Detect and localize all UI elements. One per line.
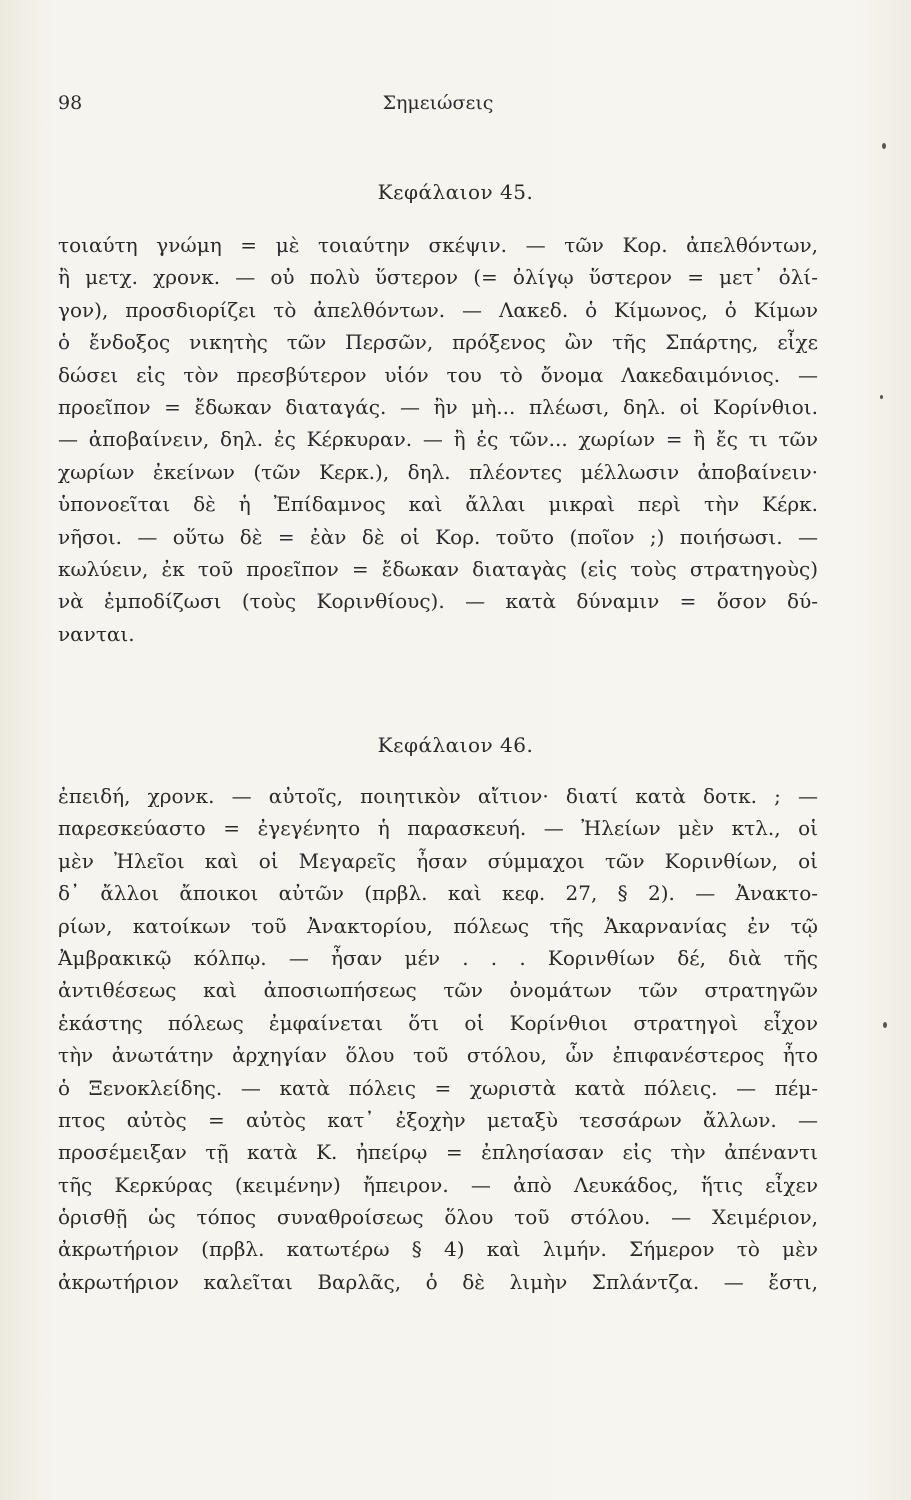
- text-line: τὴν ἀνωτάτην ἀρχηγίαν ὅλου τοῦ στόλου, ὧν ἐπιφανέστερος ἦτο: [58, 1043, 818, 1068]
- text-line: νῆσοι. — οὕτω δὲ = ἐὰν δὲ οἱ Κορ. τοῦτο (ποῖον ;) ποιήσωσι. —: [58, 524, 818, 549]
- text-line: ἀκρωτήριον (πρβλ. κατωτέρω § 4) καὶ λιμήν. Σήμερον τὸ μὲν: [58, 1237, 818, 1262]
- text-line: ἢ μετχ. χρονκ. — οὐ πολὺ ὕστερον (= ὀλίγῳ ὕστερον = μετ᾽ ὀλί-: [58, 265, 818, 290]
- text-line: ἀκρωτήριον καλεῖται Βαρλᾶς, ὁ δὲ λιμὴν Σπλάντζα. — ἔστι,: [58, 1269, 818, 1294]
- text-line: ὁ ἔνδοξος νικητὴς τῶν Περσῶν, πρόξενος ὢν τῆς Σπάρτης, εἶχε: [58, 330, 818, 355]
- text-line: ἀντιθέσεως καὶ ἀποσιωπήσεως τῶν ὀνομάτων τῶν στρατηγῶν: [58, 978, 818, 1003]
- text-line: ἐπειδή, χρονκ. — αὐτοῖς, ποιητικὸν αἴτιον· διατί κατὰ δοτκ. ; —: [58, 784, 818, 808]
- text-line: νὰ ἐμποδίζωσι (τοὺς Κορινθίους). — κατὰ δύναμιν = ὅσον δύ-: [58, 589, 818, 614]
- page-number: 98: [58, 92, 83, 114]
- text-line: ὑπονοεῖται δὲ ἡ Ἐπίδαμνος καὶ ἄλλαι μικραὶ περὶ τὴν Κέρκ.: [58, 492, 818, 517]
- text-line: μὲν Ἠλεῖοι καὶ οἱ Μεγαρεῖς ἦσαν σύμμαχοι τῶν Κορινθίων, οἱ: [58, 848, 818, 873]
- chapter-heading-45: Κεφάλαιον 45.: [377, 180, 534, 204]
- text-line: Ἀμβρακικῷ κόλπῳ. — ἦσαν μέν . . . Κορινθίων δέ, διὰ τῆς: [58, 945, 818, 970]
- text-line: κωλύειν, ἐκ τοῦ προεῖπον = ἔδωκαν διαταγὰς (εἰς τοὺς στρατηγοὺς): [58, 556, 818, 581]
- text-line: ρίων, κατοίκων τοῦ Ἀνακτορίου, πόλεως τῆς Ἀκαρνανίας ἐν τῷ: [58, 913, 818, 938]
- text-line: — ἀποβαίνειν, δηλ. ἐς Κέρκυραν. — ἢ ἐς τῶν... χωρίων = ἢ ἔς τι τῶν: [58, 427, 818, 452]
- text-line: παρεσκεύαστο = ἐγεγένητο ἡ παρασκευή. — Ἠλείων μὲν κτλ., οἱ: [58, 816, 818, 841]
- print-speck: [882, 143, 886, 149]
- text-line: δώσει εἰς τὸν πρεσβύτερον υἱόν του τὸ ὄνομα Λακεδαιμόνιος. —: [58, 362, 818, 387]
- chapter-45-body: [58, 229, 818, 650]
- text-line: τοιαύτη γνώμη = μὲ τοιαύτην σκέψιν. — τῶν Κορ. ἀπελθόντων,: [58, 233, 818, 257]
- print-speck: [883, 1022, 887, 1028]
- chapter-46-body: [58, 780, 818, 1298]
- text-line: προεῖπον = ἔδωκαν διαταγάς. — ἢν μὴ... πλέωσι, δηλ. οἱ Κορίνθιοι.: [58, 394, 818, 419]
- text-line: προσέμειξαν τῇ κατὰ Κ. ἠπείρῳ = ἐπλησίασαν εἰς τὴν ἀπέναντι: [58, 1140, 818, 1165]
- text-line: δ᾽ ἄλλοι ἄποικοι αὐτῶν (πρβλ. καὶ κεφ. 27, § 2). — Ἀνακτο-: [58, 881, 818, 906]
- text-line: τῆς Κερκύρας (κειμένην) ἤπειρον. — ἀπὸ Λευκάδος, ἥτις εἶχεν: [58, 1172, 818, 1197]
- page-header: [58, 92, 818, 122]
- text-line: ὁ Ξενοκλείδης. — κατὰ πόλεις = χωριστὰ κατὰ πόλεις. — πέμ-: [58, 1075, 818, 1100]
- text-line: ὁρισθῇ ὡς τόπος συναθροίσεως ὅλου τοῦ στόλου. — Χειμέριον,: [58, 1205, 818, 1230]
- running-title: Σημειώσεις: [382, 92, 494, 114]
- text-line: χωρίων ἐκείνων (τῶν Κερκ.), δηλ. πλέοντες μέλλωσιν ἀποβαίνειν·: [58, 459, 818, 484]
- text-line: νανται.: [58, 621, 135, 646]
- print-speck: [880, 395, 883, 399]
- chapter-heading-46: Κεφάλαιον 46.: [377, 733, 534, 757]
- text-line: πτος αὐτὸς = αὐτὸς κατ᾽ ἐξοχὴν μεταξὺ τεσσάρων ἄλλων. —: [58, 1107, 818, 1132]
- text-line: ἑκάστης πόλεως ἐμφαίνεται ὅτι οἱ Κορίνθιοι στρατηγοὶ εἶχον: [58, 1010, 818, 1035]
- text-line: γον), προσδιορίζει τὸ ἀπελθόντων. — Λακεδ. ὁ Κίμωνος, ὁ Κίμων: [58, 297, 818, 322]
